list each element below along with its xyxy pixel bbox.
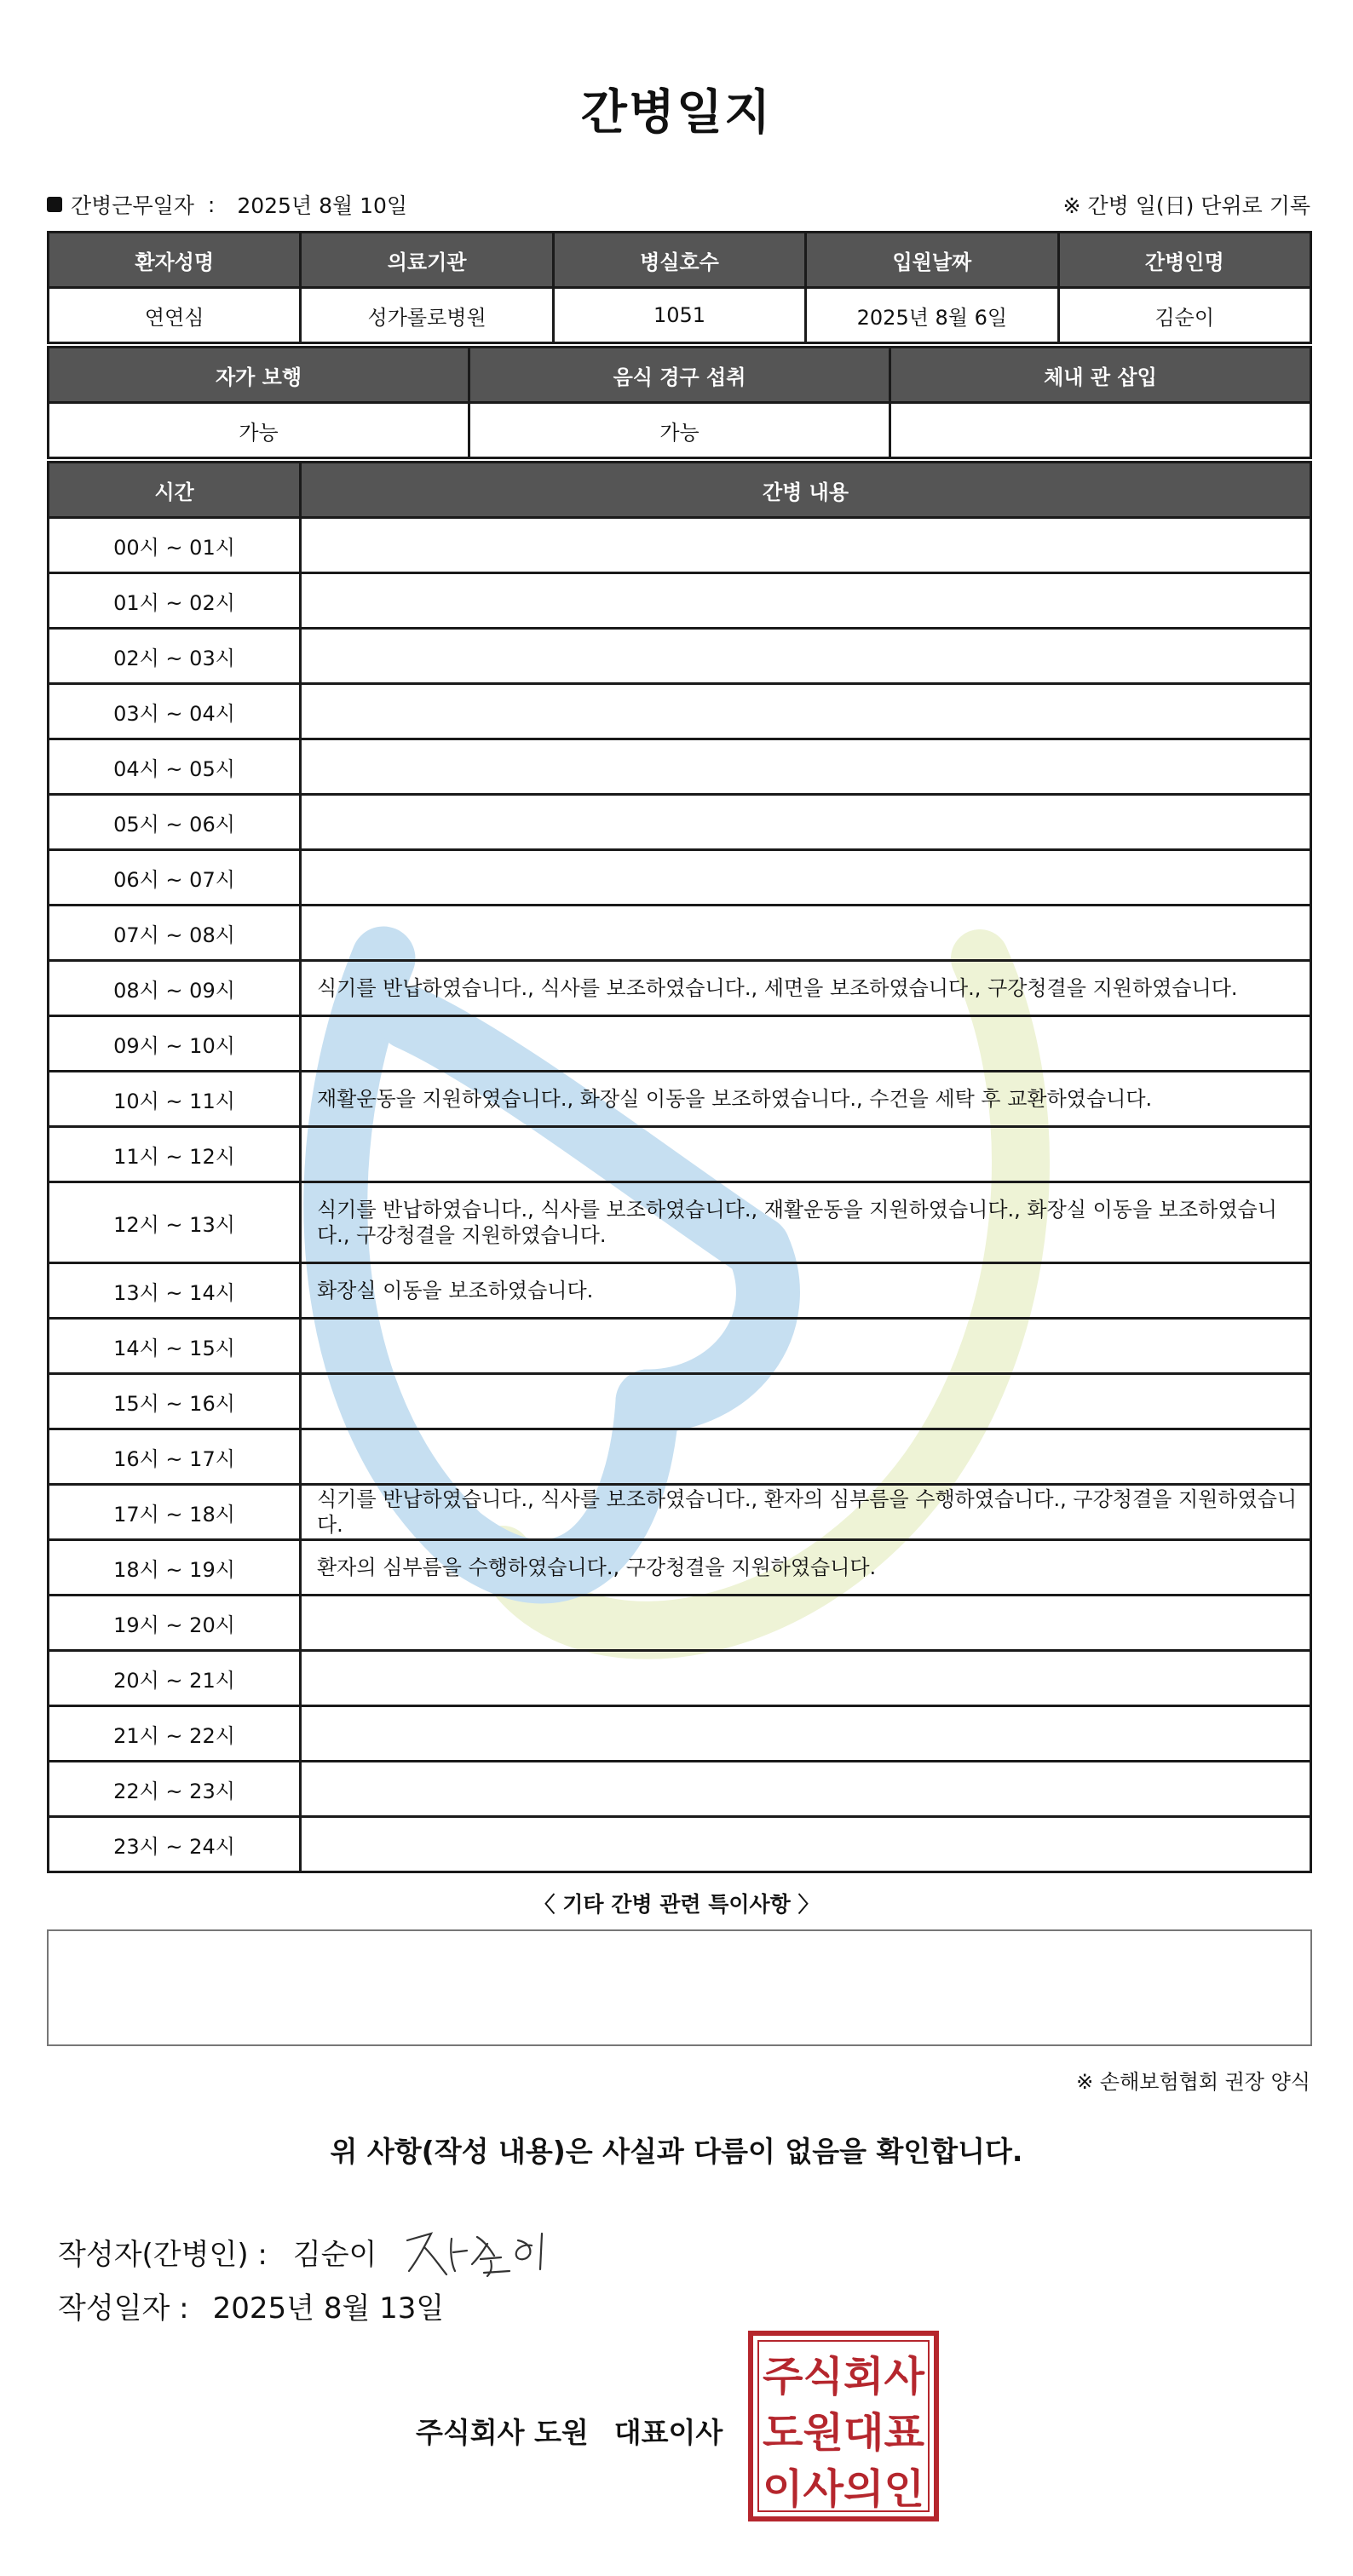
care-time: 18시 ~ 19시 — [49, 1540, 301, 1596]
care-row — [49, 1374, 1311, 1429]
care-time: 19시 ~ 20시 — [49, 1596, 301, 1651]
admission-date: 2025년 8월 6일 — [806, 288, 1058, 343]
signature — [399, 2222, 561, 2281]
seal-line-2: 도원대표 — [763, 2409, 925, 2457]
care-time: 05시 ~ 06시 — [49, 795, 301, 850]
care-content — [301, 1651, 1311, 1706]
care-row — [49, 1016, 1311, 1072]
care-row — [49, 1651, 1311, 1706]
remarks-box — [47, 1929, 1312, 2046]
ceo-title: 대표이사 — [613, 2416, 723, 2449]
tube-insertion-value — [890, 403, 1311, 458]
written-date-row — [58, 2285, 444, 2326]
care-content — [301, 1817, 1311, 1872]
care-content — [301, 739, 1311, 795]
writer-name: 김순이 — [292, 2237, 377, 2272]
care-row — [49, 518, 1311, 573]
remarks-title: 〈 기타 간병 관련 특이사항 〉 — [533, 1892, 820, 1917]
care-time: 09시 ~ 10시 — [49, 1016, 301, 1072]
care-content — [301, 1429, 1311, 1485]
care-content — [301, 518, 1311, 573]
hospital-name: 성가롤로병원 — [301, 288, 553, 343]
care-content — [301, 1127, 1311, 1182]
care-content — [301, 1374, 1311, 1429]
care-row — [49, 1182, 1311, 1263]
care-time: 01시 ~ 02시 — [49, 573, 301, 629]
care-time: 00시 ~ 01시 — [49, 518, 301, 573]
header-admission-date: 입원날짜 — [806, 233, 1058, 288]
patient-name: 연연심 — [49, 288, 301, 343]
care-row — [49, 961, 1311, 1016]
care-time: 23시 ~ 24시 — [49, 1817, 301, 1872]
care-content — [301, 573, 1311, 629]
care-row — [49, 1540, 1311, 1596]
written-date-value: 2025년 8월 13일 — [212, 2291, 445, 2326]
unit-note: ※ 간병 일(日) 단위로 기록 — [1062, 193, 1310, 218]
care-log-table — [47, 461, 1312, 1873]
header-tube-insertion: 체내 관 삽입 — [890, 348, 1311, 403]
care-row — [49, 1596, 1311, 1651]
oral-intake-value: 가능 — [469, 403, 890, 458]
care-row — [49, 1429, 1311, 1485]
work-date-label: 간병근무일자 — [71, 193, 194, 218]
form-note: ※ 손해보험협회 권장 양식 — [1076, 2070, 1310, 2094]
care-row — [49, 684, 1311, 739]
care-content — [301, 1319, 1311, 1374]
care-row — [49, 1817, 1311, 1872]
writer-label: 작성자(간병인) : — [58, 2237, 268, 2272]
care-content: 환자의 심부름을 수행하였습니다., 구강청결을 지원하였습니다. — [301, 1540, 1311, 1596]
header-time: 시간 — [49, 463, 301, 518]
self-walking-value: 가능 — [49, 403, 469, 458]
document-title: 간병일지 — [580, 85, 773, 141]
seal-line-1: 주식회사 — [763, 2353, 925, 2401]
care-content — [301, 629, 1311, 684]
patient-info-table — [47, 231, 1312, 344]
care-row — [49, 795, 1311, 850]
care-content — [301, 850, 1311, 906]
care-time: 10시 ~ 11시 — [49, 1072, 301, 1127]
header-patient-name: 환자성명 — [49, 233, 301, 288]
care-content: 식기를 반납하였습니다., 식사를 보조하였습니다., 환자의 심부름을 수행하였습니다., 구강청결을 지원하였습니다. — [301, 1485, 1311, 1540]
care-time: 16시 ~ 17시 — [49, 1429, 301, 1485]
header-self-walking: 자가 보행 — [49, 348, 469, 403]
care-time: 07시 ~ 08시 — [49, 906, 301, 961]
care-time: 02시 ~ 03시 — [49, 629, 301, 684]
patient-status-table — [47, 346, 1312, 459]
company-seal — [748, 2331, 939, 2521]
care-time: 21시 ~ 22시 — [49, 1706, 301, 1762]
writer-row — [58, 2222, 561, 2281]
care-row — [49, 573, 1311, 629]
care-time: 13시 ~ 14시 — [49, 1263, 301, 1319]
care-row — [49, 1319, 1311, 1374]
care-time: 15시 ~ 16시 — [49, 1374, 301, 1429]
care-time: 12시 ~ 13시 — [49, 1182, 301, 1263]
care-time: 17시 ~ 18시 — [49, 1485, 301, 1540]
caregiver-name: 김순이 — [1058, 288, 1310, 343]
header-hospital: 의료기관 — [301, 233, 553, 288]
care-content — [301, 1016, 1311, 1072]
confirmation-statement: 위 사항(작성 내용)은 사실과 다름이 없음을 확인합니다. — [330, 2135, 1023, 2168]
care-time: 03시 ~ 04시 — [49, 684, 301, 739]
care-time: 04시 ~ 05시 — [49, 739, 301, 795]
care-content — [301, 1596, 1311, 1651]
header-oral-intake: 음식 경구 섭취 — [469, 348, 890, 403]
care-row — [49, 1127, 1311, 1182]
care-time: 08시 ~ 09시 — [49, 961, 301, 1016]
care-content — [301, 1762, 1311, 1817]
room-number: 1051 — [553, 288, 805, 343]
care-time: 22시 ~ 23시 — [49, 1762, 301, 1817]
work-date-value: 2025년 8월 10일 — [237, 193, 408, 218]
care-time: 14시 ~ 15시 — [49, 1319, 301, 1374]
care-row — [49, 629, 1311, 684]
care-content: 식기를 반납하였습니다., 식사를 보조하였습니다., 재활운동을 지원하였습니다., 화장실 이동을 보조하였습니다., 구강청결을 지원하였습니다. — [301, 1182, 1311, 1263]
care-time: 06시 ~ 07시 — [49, 850, 301, 906]
care-content: 재활운동을 지원하였습니다., 화장실 이동을 보조하였습니다., 수건을 세탁 후 교환하였습니다. — [301, 1072, 1311, 1127]
care-row — [49, 1485, 1311, 1540]
care-content — [301, 684, 1311, 739]
seal-line-3: 이사의인 — [763, 2465, 924, 2513]
work-date-row — [47, 189, 407, 220]
care-row — [49, 906, 1311, 961]
bullet-square-icon — [47, 197, 62, 212]
header-care-content: 간병 내용 — [301, 463, 1311, 518]
care-content — [301, 1706, 1311, 1762]
header-caregiver-name: 간병인명 — [1058, 233, 1310, 288]
care-time: 11시 ~ 12시 — [49, 1127, 301, 1182]
care-row — [49, 850, 1311, 906]
company-name: 주식회사 도원 — [416, 2416, 589, 2449]
care-content — [301, 795, 1311, 850]
care-content: 식기를 반납하였습니다., 식사를 보조하였습니다., 세면을 보조하였습니다., 구강청결을 지원하였습니다. — [301, 961, 1311, 1016]
written-date-label: 작성일자 : — [58, 2291, 189, 2326]
care-row — [49, 1762, 1311, 1817]
care-row — [49, 1072, 1311, 1127]
care-row — [49, 1706, 1311, 1762]
care-content: 화장실 이동을 보조하였습니다. — [301, 1263, 1311, 1319]
company-signature-line — [416, 2411, 723, 2451]
care-content — [301, 906, 1311, 961]
care-row — [49, 1263, 1311, 1319]
header-room: 병실호수 — [553, 233, 805, 288]
work-date-colon: : — [207, 192, 216, 217]
care-time: 20시 ~ 21시 — [49, 1651, 301, 1706]
care-row — [49, 739, 1311, 795]
